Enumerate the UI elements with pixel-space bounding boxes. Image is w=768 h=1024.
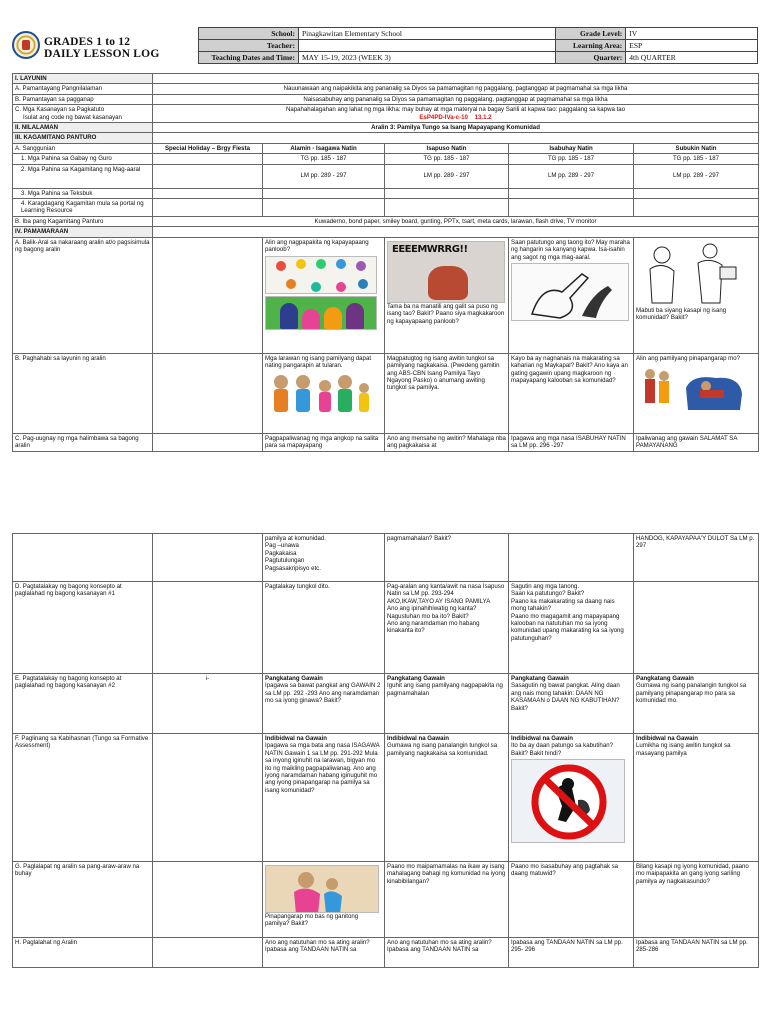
paglalahat-holiday xyxy=(153,938,263,968)
family-couch-image xyxy=(636,364,748,416)
paglinang-isabuhay xyxy=(509,734,634,862)
paglalahat-isapuso: Ano ang natutuhan mo sa ating aralin? Ipabasa ang TANDAAN NATIN sa xyxy=(385,938,509,968)
paghahabi-label: B. Paghahabi sa layunin ng aralin xyxy=(13,353,153,433)
dll-page-1 xyxy=(12,27,758,472)
gabay-guro-label: 1. Mga Pahina sa Gabay ng Guro xyxy=(13,154,153,164)
grade-level-value: IV xyxy=(626,28,758,40)
mother-child-image xyxy=(265,865,379,913)
f-isapuso-text: Gumawa ng isang panalangin tungkol sa pamilyang nagkakaisa sa komunidad. xyxy=(387,742,498,757)
elderly-helping-image xyxy=(636,241,746,307)
grade-level-label: Grade Level: xyxy=(556,28,626,40)
pagtatalakay-2-label: E. Pagtatalakay ng bagong konsepto at paglalahad ng bagong kasanayan #2 xyxy=(13,674,153,734)
paglinang-label: F. Paglinang sa Kabihasnan (Tungo sa Formative Assessment) xyxy=(13,734,153,862)
paglinang-alamin xyxy=(263,734,385,862)
pagtatalakay-1-isabuhay xyxy=(509,582,634,674)
pag-uugnay-label: C. Pag-uugnay ng mga halimbawa sa bagong aralin xyxy=(13,433,153,451)
pagtatalakay-2-isapuso xyxy=(385,674,509,734)
cont-alamin-line-5: Pagsasakripisyo etc. xyxy=(265,564,321,572)
learning-area-label: Learning Area: xyxy=(556,40,626,52)
paglalapat-alamin xyxy=(263,862,385,938)
balik-aral-isabuhay-text: Saan patutungo ang taong ito? May maraha ng hangarin sa kanyang kapwa. Isa-isahin ang sagot ng mga mag-aaral. xyxy=(511,238,630,261)
school-value: Pinagkawitan Elementary School xyxy=(298,28,555,40)
section-pamamaraan: IV. PAMAMARAAN xyxy=(13,227,153,237)
cont-alamin-line-2: Pag –unawa xyxy=(265,542,299,550)
e-isabuhay-title: Pangkatang Gawain xyxy=(511,675,569,682)
continued-alamin xyxy=(263,534,385,582)
nilalaman-value: Aralin 3: Pamilya Tungo sa Isang Mapayapang Komunidad xyxy=(153,123,759,133)
mag-aaral-4: LM pp. 289 - 297 xyxy=(509,164,634,188)
section-pamamaraan-blank xyxy=(153,227,759,237)
paghahabi-subukin xyxy=(634,353,759,433)
gabay-guro-3: TG pp. 185 - 187 xyxy=(385,154,509,164)
continued-subukin: HANDOG, KAPAYAPAA'Y DULOT Sa LM p. 297 xyxy=(634,534,759,582)
paglinang-subukin xyxy=(634,734,759,862)
teksbuk-1 xyxy=(153,188,263,198)
quarter-label: Quarter: xyxy=(556,52,626,64)
angry-shout-text: EEEEMWRRG!! xyxy=(392,243,468,255)
continued-isapuso: pagmamahalan? Bakit? xyxy=(385,534,509,582)
pag-uugnay-isapuso: Ano ang mensahe ng awitin? Mahalaga nba ang pagkakaisa at xyxy=(385,433,509,451)
balik-aral-label: A. Balik-Aral sa nakaraang aralin at/o pagsisimula ng bagong aralin xyxy=(13,237,153,353)
teacher-label: Teacher: xyxy=(199,40,299,52)
teaching-dates-value: MAY 15-19, 2023 (WEEK 3) xyxy=(298,52,555,64)
pagtatalakay-1-subukin xyxy=(634,582,759,674)
day-header-4: Isabuhay Natin xyxy=(509,143,634,153)
balik-aral-alamin-text: Alin ang nagpapakita ng kapayapaang panloob? xyxy=(265,238,369,254)
iba-pang-kagamitan-value: Kuwaderno, bond paper, smiley board, gunting, PPTx, tsart, meta cards, larawan, flash drive, TV monitor xyxy=(153,216,759,226)
kasanayan-label-line1: C. Mga Kasanayan sa Pagkatuto xyxy=(15,106,105,114)
cont-alamin-line-3: Pagkakaisa xyxy=(265,549,297,557)
cont-alamin-line-1: pamilya at komunidad. xyxy=(265,535,326,542)
pamantayang-pangnilalaman-label: A. Pamantayang Pangnilalaman xyxy=(13,84,153,94)
pag-uugnay-isabuhay: Ipagawa ang mga nasa ISABUHAY NATIN sa LM pp. 296 -297 xyxy=(509,433,634,451)
section-nilalaman: II. NILALAMAN xyxy=(13,123,153,133)
teksbuk-5 xyxy=(634,188,759,198)
pagtatalakay-2-isabuhay xyxy=(509,674,634,734)
pagtatalakay-2-holiday: i- xyxy=(153,674,263,734)
gabay-guro-1 xyxy=(153,154,263,164)
section-layunin-blank xyxy=(153,74,759,84)
paghahabi-isabuhay: Kayo ba ay nagnanais na makarating sa kaharian ng Maykapal? Bakit? Ano kaya an gating gagawin upang magkaroon ng mapayapang kalooban sa komunidad? xyxy=(509,353,634,433)
mag-aaral-2: LM pp. 289 - 297 xyxy=(263,164,385,188)
e-subukin-text: Gumawa ng isang panalangin tungkol sa pamilyang pinapangarap mo para sa komunidad mo. xyxy=(636,682,747,705)
f-isapuso-title: Indibidwal na Gawain xyxy=(387,735,449,742)
teacher-value xyxy=(298,40,555,52)
lr-5 xyxy=(634,199,759,217)
pag-uugnay-holiday xyxy=(153,433,263,451)
pagtatalakay-2-subukin xyxy=(634,674,759,734)
balik-aral-isapuso-text: Tama ba na manatili ang galit sa puso ng isang tao? Bakit? Paano siya magkakaroon ng kapayapaang panloob? xyxy=(387,302,505,325)
f-subukin-title: Indibidwal na Gawain xyxy=(636,735,698,742)
mag-aaral-1 xyxy=(153,164,263,188)
paghahabi-alamin-text: Mga larawan ng isang pamilyang dapat nating pangarapin at tularan. xyxy=(265,354,372,370)
paglalahat-isabuhay: Ipabasa ang TANDAAN NATIN sa LM pp. 295- 296 xyxy=(509,938,634,968)
section-kagamitang-blank xyxy=(153,133,759,143)
pamantayan-sa-pagganap-label: B. Pamantayan sa pagganap xyxy=(13,94,153,104)
title-line-1: GRADES 1 to 12 xyxy=(44,36,131,48)
day-header-3: Isapuso Natin xyxy=(385,143,509,153)
teksbuk-2 xyxy=(263,188,385,198)
lr-1 xyxy=(153,199,263,217)
balik-aral-subukin xyxy=(634,237,759,353)
continued-isabuhay xyxy=(509,534,634,582)
f-alamin-title: Indibidwal na Gawain xyxy=(265,735,327,742)
paglinang-isapuso xyxy=(385,734,509,862)
day-header-2: Alamin - Isagawa Natin xyxy=(263,143,385,153)
balik-aral-holiday xyxy=(153,237,263,353)
document-header xyxy=(12,27,758,65)
kasanayan-text: Napahahalagahan ang lahat ng mga likha: may buhay at mga materyal na bagay Sarili at kapwa tao: paggalang sa kapwa tao xyxy=(285,106,626,114)
day-header-1: Special Holiday – Brgy Fiesta xyxy=(153,143,263,153)
title-line-2: DAILY LESSON LOG xyxy=(44,48,160,60)
paglalapat-alamin-text: Pinapangarap mo bas ng ganitong pamilya? Bakit? xyxy=(265,913,359,928)
e-isapuso-text: Iguhit ang isang pamilyang nagpapakita ng pagmamahalan xyxy=(387,682,503,697)
d-isabuhay-line-2: Saan ka patutungo? Bakit? xyxy=(511,590,585,598)
paghahabi-isapuso: Magpatugtog ng isang awitin tungkol sa pamilyang nagkakaisa. (Pwedeng gamitin ang ABS-CBN Isang Pamilya Tayo Ngayong Pasko) o anumang awiting tungkol sa pamilya. xyxy=(385,353,509,433)
pagtatalakay-1-label: D. Pagtatalakay ng bagong konsepto at paglalahad ng bagong kasanayan #1 xyxy=(13,582,153,674)
continued-label xyxy=(13,534,153,582)
header-info-table xyxy=(198,27,758,64)
paglalahat-alamin: Ano ang natutuhan mo sa ating aralin? Ipabasa ang TANDAAN NATIN sa xyxy=(263,938,385,968)
lesson-log-table xyxy=(12,73,759,452)
pamantayang-pangnilalaman-value: Nauunawaan ang naipakikita ang pananalig sa Diyos sa pamamagitan ng paggalang, pagtanggap at pagmamahal sa mga likha xyxy=(153,84,759,94)
continued-holiday xyxy=(153,534,263,582)
mag-aaral-3: LM pp. 289 - 297 xyxy=(385,164,509,188)
pamantayan-sa-pagganap-value: Naisasabuhay ang pananalig sa Diyos sa pamamagitan ng paggalang, pagtanggap at pagmamahal sa mga likha xyxy=(153,94,759,104)
e-isabuhay-text: Sasagutin ng bawat pangkat. Aling daan ang nais mong tahakin: DAAN NG KASAMAAN o DAAN NG KABUTIHAN? Bakit? xyxy=(511,682,620,712)
balik-aral-isapuso xyxy=(385,237,509,353)
paglalahat-subukin: Ipabasa ang TANDAAN NATIN sa LM pp. 285-286 xyxy=(634,938,759,968)
mag-aaral-label: 2. Mga Pahina sa Kagamitang ng Mag-aaral xyxy=(13,164,153,188)
paglalapat-holiday xyxy=(153,862,263,938)
gabay-guro-4: TG pp. 185 - 187 xyxy=(509,154,634,164)
d-isapuso-line-4: Nagustuhan mo ba ito? Bakit? xyxy=(387,612,469,620)
f-isabuhay-text: Ito ba ay daan patungo sa kabutihan? Bakit? Bakit hindi? xyxy=(511,742,613,757)
pagtatalakay-2-alamin xyxy=(263,674,385,734)
teksbuk-label: 3. Mga Pahina sa Teksbuk xyxy=(13,188,153,198)
lr-3 xyxy=(385,199,509,217)
paghahabi-subukin-text: Alin ang pamilyang pinapangarap mo? xyxy=(636,354,741,362)
pagtatalakay-1-alamin: Pagtalakay tungkol dito. xyxy=(263,582,385,674)
section-layunin: I. LAYUNIN xyxy=(13,74,153,84)
knife-hand-image xyxy=(511,263,629,321)
paglalapat-label: G. Paglalapat ng aralin sa pang-araw-araw na buhay xyxy=(13,862,153,938)
school-label: School: xyxy=(199,28,299,40)
section-kagamitang-panturo: III. KAGAMITANG PANTURO xyxy=(13,133,153,143)
paglinang-holiday xyxy=(153,734,263,862)
balik-aral-subukin-text: Mabuti ba siyang kasapi ng isang komunidad? Bakit? xyxy=(636,306,727,322)
family-hug-image xyxy=(265,296,377,330)
teksbuk-3 xyxy=(385,188,509,198)
balik-aral-alamin xyxy=(263,237,385,353)
dll-page-2 xyxy=(12,533,758,973)
e-alamin-title: Pangkatang Gawain xyxy=(265,675,323,682)
kasanayan-label xyxy=(13,105,153,123)
lr-2 xyxy=(263,199,385,217)
lr-4 xyxy=(509,199,634,217)
d-isapuso-line-2: AKO,IKAW,TAYO AY ISANG PAMILYA xyxy=(387,597,491,605)
teksbuk-4 xyxy=(509,188,634,198)
deped-seal-icon xyxy=(12,31,40,59)
e-alamin-text: Ipagawa sa bawat pangkat ang GAWAIN 2 sa LM pp. 292 -293 Ano ang naramdaman mo sa iyong ginawa? Bakit? xyxy=(265,682,381,705)
d-isabuhay-line-4: Paano mo magagamit ang mapayapang kalooban na natutuhan mo sa iyong komunidad upang makarating ka sa iyong patutunguhan? xyxy=(511,612,624,642)
pagtatalakay-1-isapuso xyxy=(385,582,509,674)
angry-man-image xyxy=(387,241,505,303)
paglalapat-isapuso: Paano mo maipamamalas na ikaw ay isang mahalagang bahagi ng komunidad na iyong kinabibilangan? xyxy=(385,862,509,938)
d-isapuso-line-1: Pag-aralan ang kanta/awit na nasa Isapuso Natin sa LM pp. 293-294 xyxy=(387,583,505,598)
f-alamin-text: Ipagawa sa mga bata ang nasa ISAGAWA NATIN Gawain 1 sa LM pp. 291-292 Mula sa inyong iginuhit na larawan, bigyan mo ito ng maikling pagpapaliwanag. Ano ang iyong naramdaman habang iginuguhit mo ang iyong pinapangarap na pamilya sa isang komunidad? xyxy=(265,742,380,794)
children-circle-image xyxy=(265,256,377,294)
d-isabuhay-line-1: Sagutin ang mga tanong. xyxy=(511,583,580,590)
paglalapat-isabuhay: Paano mo isasabuhay ang pagtahak sa daang matuwid? xyxy=(509,862,634,938)
cont-alamin-line-4: Pagtutulungan xyxy=(265,557,305,565)
balik-aral-isabuhay xyxy=(509,237,634,353)
competency-code-2: 13.1.2 xyxy=(474,113,492,121)
teaching-dates-label: Teaching Dates and Time: xyxy=(199,52,299,64)
f-isabuhay-title: Indibidwal na Gawain xyxy=(511,735,573,742)
gabay-guro-5: TG pp. 185 - 187 xyxy=(634,154,759,164)
paghahabi-holiday xyxy=(153,353,263,433)
lesson-log-table-continued xyxy=(12,533,759,968)
d-isapuso-line-3: Ano ang ipinahihiwatig ng kanta? xyxy=(387,605,477,613)
iba-pang-kagamitan-label: B. Iba pang Kagamitang Panturo xyxy=(13,216,153,226)
learning-area-value: ESP xyxy=(626,40,758,52)
mag-aaral-5: LM pp. 289 - 297 xyxy=(634,164,759,188)
pagtatalakay-1-holiday xyxy=(153,582,263,674)
paglalapat-subukin: Bilang kasapi ng iyong komunidad, paano mo maipapakita an gang iyong sariling pamilya ay nagkakasundo? xyxy=(634,862,759,938)
e-isapuso-title: Pangkatang Gawain xyxy=(387,675,445,682)
gabay-guro-2: TG pp. 185 - 187 xyxy=(263,154,385,164)
paghahabi-alamin xyxy=(263,353,385,433)
quarter-value: 4th QUARTER xyxy=(626,52,758,64)
d-isabuhay-line-3: Paano ka makakarating sa daang nais mong tahakin? xyxy=(511,597,615,613)
sanggunian-label: A. Sanggunian xyxy=(13,143,153,153)
kasanayan-value xyxy=(153,105,759,123)
e-subukin-title: Pangkatang Gawain xyxy=(636,675,694,682)
learning-resource-label: 4. Karagdagang Kagamitan mula sa portal ng Learning Resource xyxy=(13,199,153,217)
day-header-5: Subukin Natin xyxy=(634,143,759,153)
pag-uugnay-subukin: Ipaliwanag ang gawain SALAMAT SA PAMAYANANG xyxy=(634,433,759,451)
pag-uugnay-alamin: Pagpapaliwanag ng mga angkop na salita para sa mapayapang xyxy=(263,433,385,451)
document-title xyxy=(44,36,159,60)
competency-code: EsP4PD-IVa-c-10 xyxy=(419,113,468,121)
cartoon-family-image xyxy=(265,372,373,412)
f-subukin-text: Lumikha ng isang awitin tungkol sa masayang pamilya xyxy=(636,742,731,757)
paglalahat-label: H. Paglalahat ng Aralin xyxy=(13,938,153,968)
d-isapuso-line-5: Ano ang naramdaman mo habang kinakanta ito? xyxy=(387,620,480,635)
no-stealing-sign-icon xyxy=(511,759,625,843)
kasanayan-label-line2: Isulat ang code ng bawat kasanayan xyxy=(23,113,122,121)
